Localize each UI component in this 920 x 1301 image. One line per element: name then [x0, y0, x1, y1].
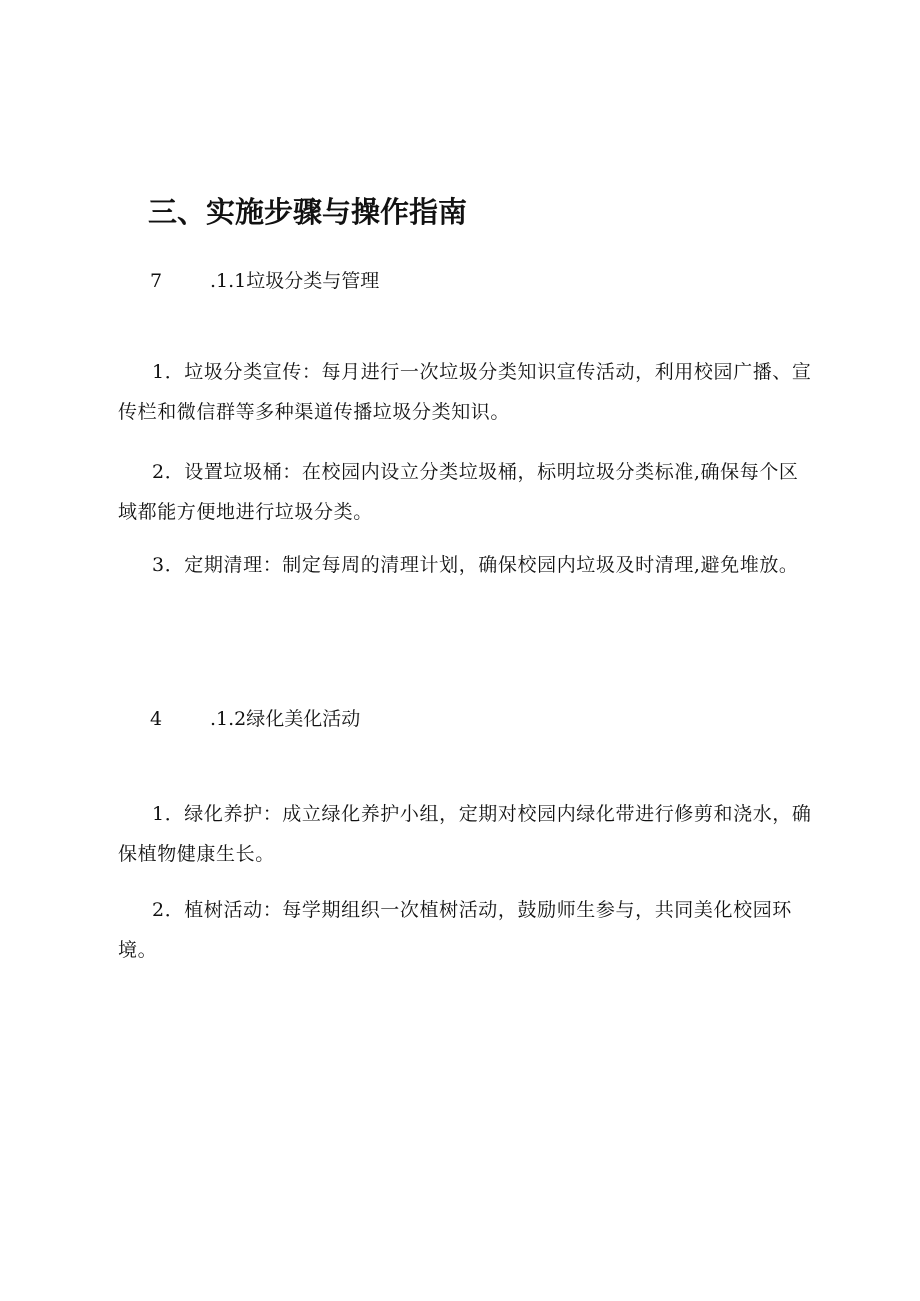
subsection-title: .1.1垃圾分类与管理 [210, 270, 380, 292]
section-heading: 三、实施步骤与操作指南 [148, 195, 468, 229]
paragraph: 2．植树活动：每学期组织一次植树活动，鼓励师生参与，共同美化校园环境。 [118, 899, 792, 961]
paragraph: 1．垃圾分类宣传：每月进行一次垃圾分类知识宣传活动，利用校园广播、宣传栏和微信群等多种渠道传播垃圾分类知识。 [118, 361, 812, 423]
subsection-heading [150, 266, 379, 293]
paragraph: 1．绿化养护：成立绿化养护小组，定期对校园内绿化带进行修剪和浇水，确保植物健康生长。 [118, 803, 812, 865]
subsection-number: 7 [150, 270, 163, 292]
subsection-heading [150, 704, 360, 731]
paragraph: 2．设置垃圾桶：在校园内设立分类垃圾桶，标明垃圾分类标准,确保每个区域都能方便地进行垃圾分类。 [118, 461, 799, 523]
paragraph: 3．定期清理：制定每周的清理计划，确保校园内垃圾及时清理,避免堆放。 [152, 554, 799, 576]
subsection-title: .1.2绿化美化活动 [210, 708, 361, 730]
subsection-number: 4 [150, 708, 163, 730]
